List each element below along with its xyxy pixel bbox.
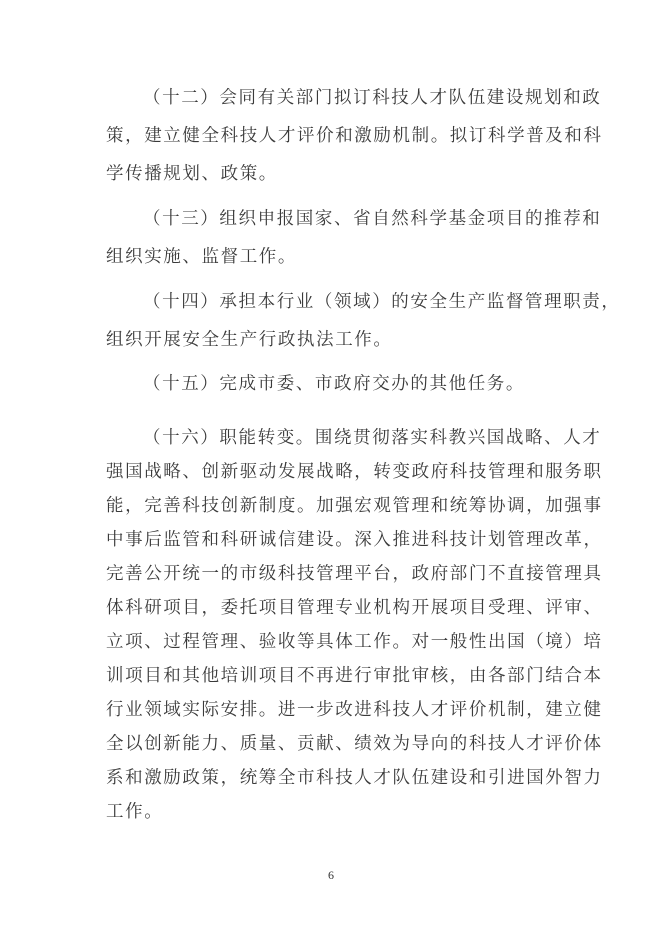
page-number: 6 xyxy=(328,868,334,882)
text-line: （十五）完成市委、市政府交办的其他任务。 xyxy=(143,374,525,394)
text-line: 系和激励政策，统筹全市科技人才队伍建设和引进国外智力 xyxy=(106,768,603,788)
text-line: 体科研项目，委托项目管理专业机构开展项目受理、评审、 xyxy=(106,598,603,618)
text-line: （十二）会同有关部门拟订科技人才队伍建设规划和政 xyxy=(143,88,602,108)
text-line: 组织实施、监督工作。 xyxy=(106,247,297,267)
text-line: 立项、过程管理、验收等具体工作。对一般性出国（境）培 xyxy=(106,632,603,652)
text-line: （十六）职能转变。围绕贯彻落实科教兴国战略、人才 xyxy=(143,428,602,448)
text-line: 训项目和其他培训项目不再进行审批审核，由各部门结合本 xyxy=(106,666,603,686)
text-line: 全以创新能力、质量、贡献、绩效为导向的科技人才评价体 xyxy=(106,734,603,754)
text-line: 组织开展安全生产行政执法工作。 xyxy=(106,330,393,350)
text-line: 强国战略、创新驱动发展战略，转变政府科技管理和服务职 xyxy=(106,462,603,482)
text-line: （十三）组织申报国家、省自然科学基金项目的推荐和 xyxy=(143,209,602,229)
text-line: 工作。 xyxy=(106,802,164,822)
text-line: 完善公开统一的市级科技管理平台，政府部门不直接管理具 xyxy=(106,564,603,584)
text-line: 行业领域实际安排。进一步改进科技人才评价机制，建立健 xyxy=(106,700,603,720)
text-line: 中事后监管和科研诚信建设。深入推进科技计划管理改革， xyxy=(106,530,603,550)
text-line: 策，建立健全科技人才评价和激励机制。拟订科学普及和科 xyxy=(106,126,603,146)
text-line: （十四）承担本行业（领域）的安全生产监督管理职责， xyxy=(143,292,621,312)
text-line: 能，完善科技创新制度。加强宏观管理和统筹协调，加强事 xyxy=(106,496,603,516)
text-line: 学传播规划、政策。 xyxy=(106,164,278,184)
